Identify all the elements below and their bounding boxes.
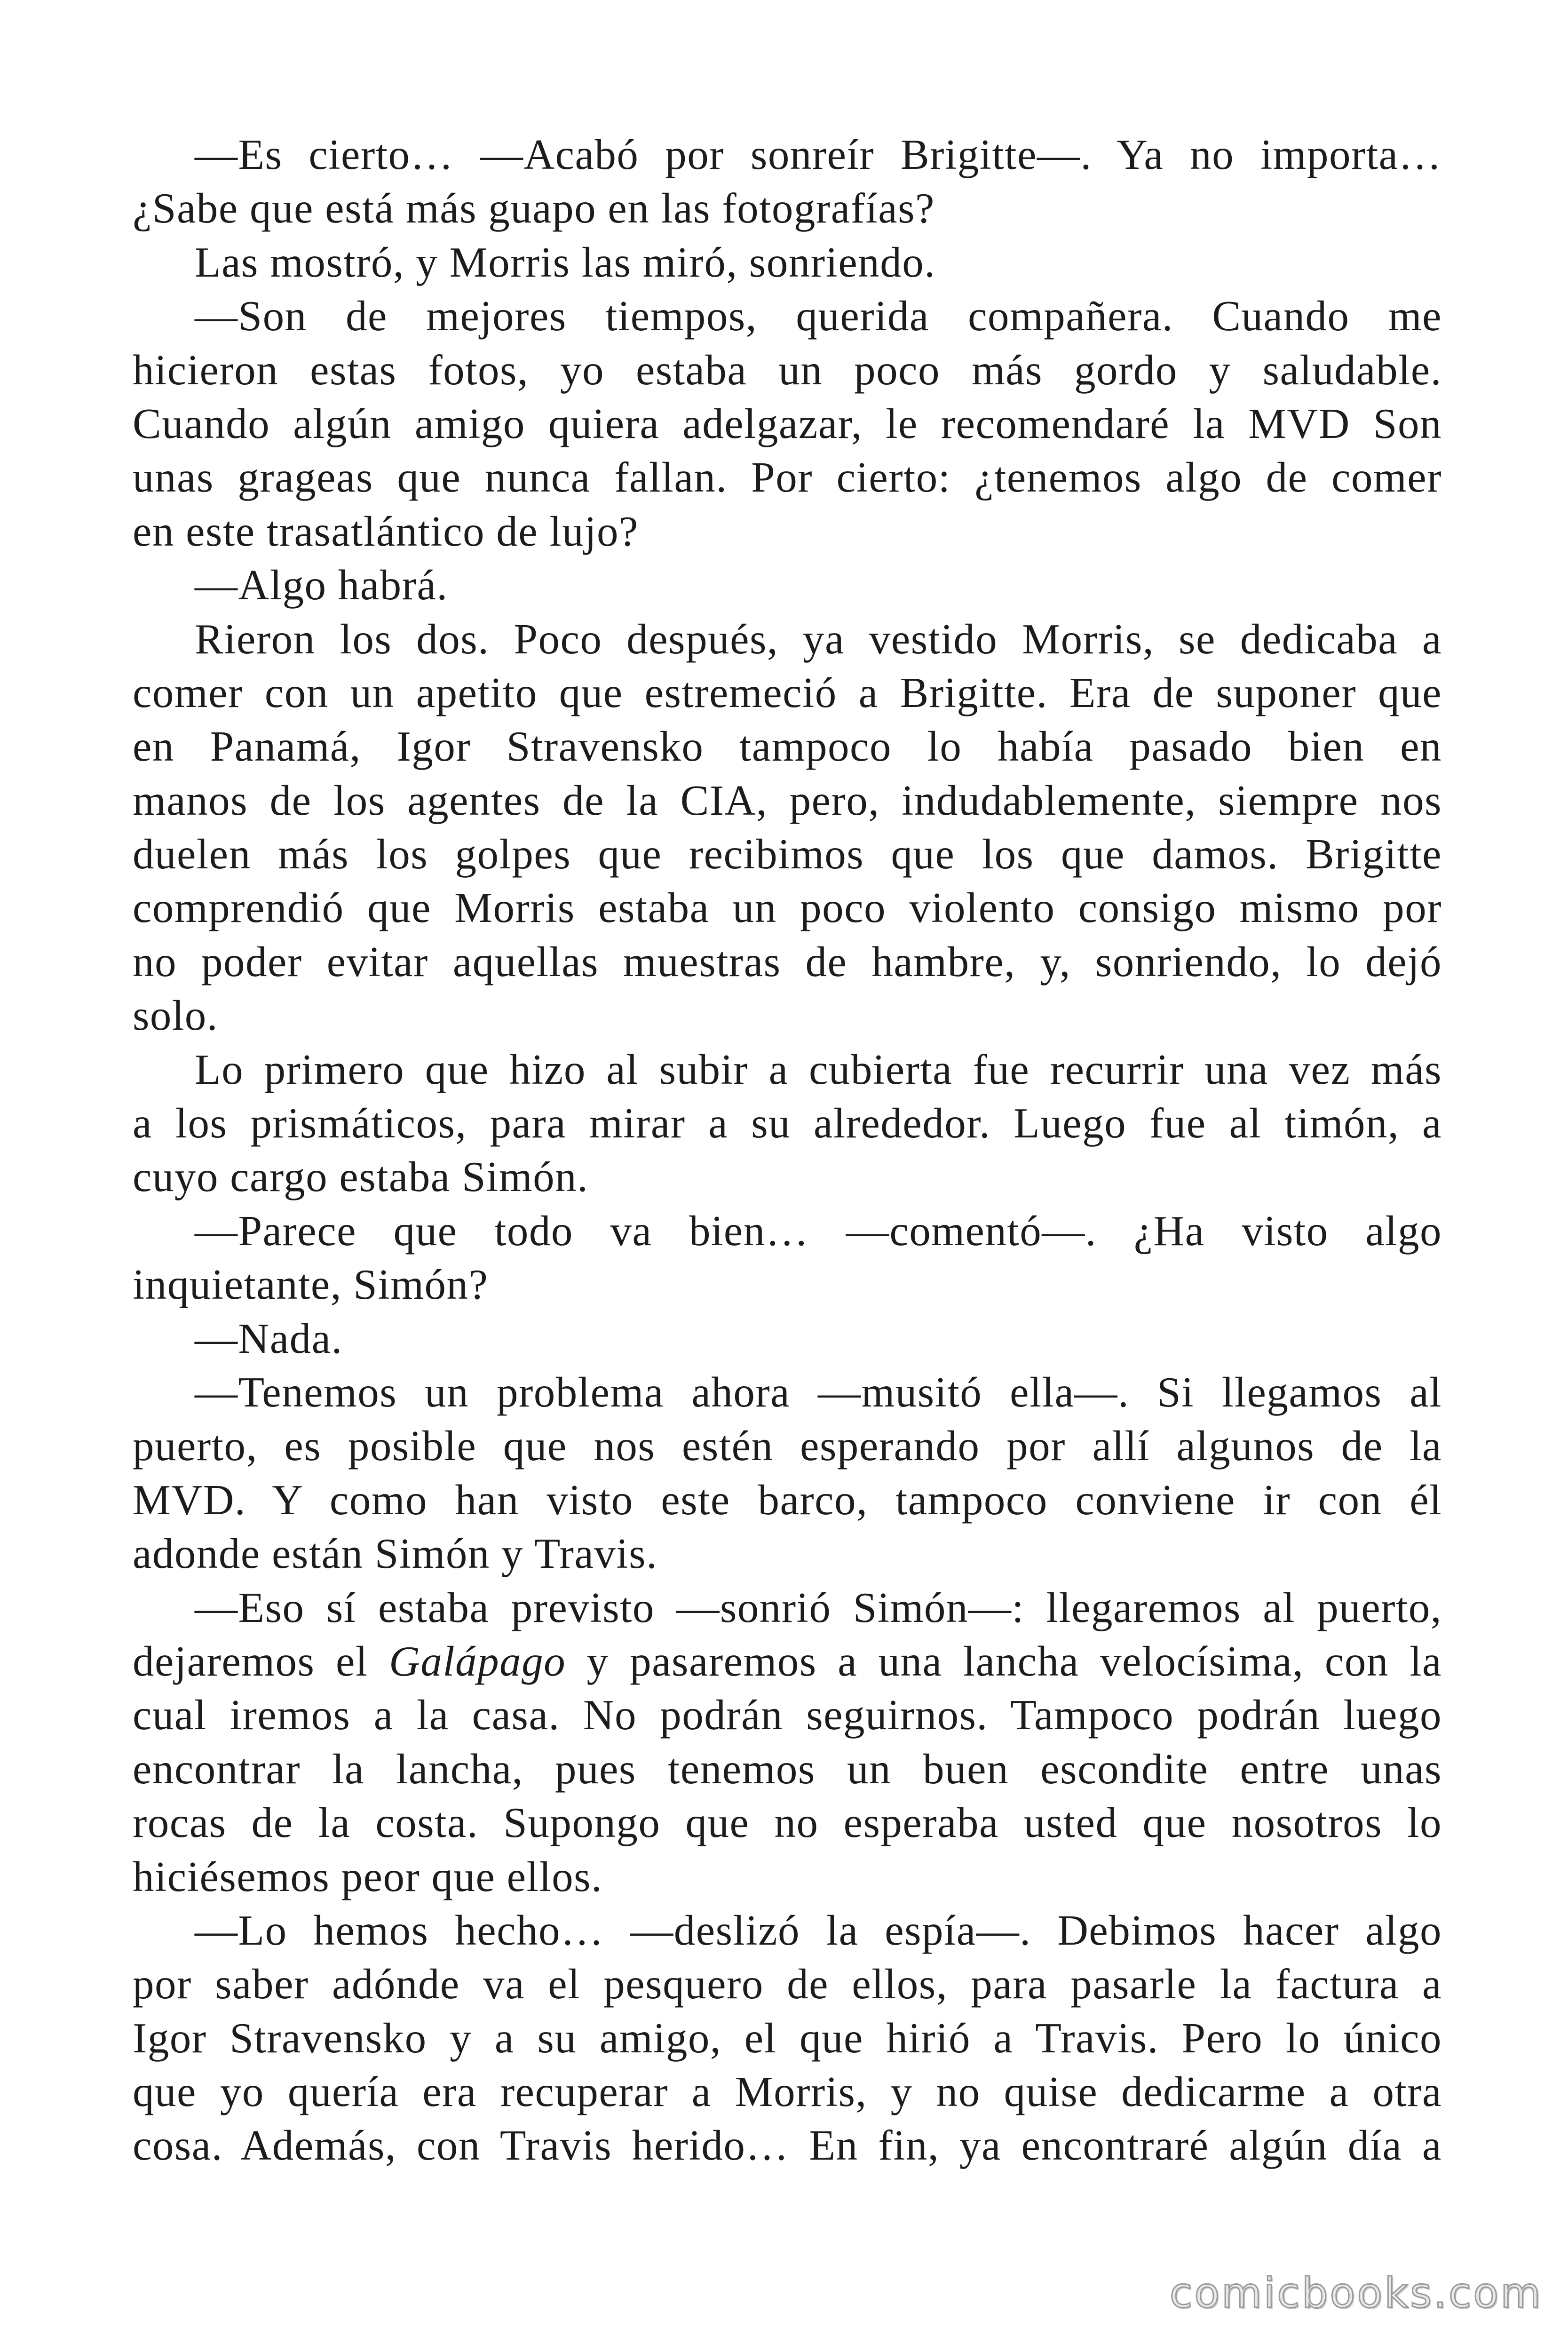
- text-line: unas grageas que nunca fallan. Por cierto: ¿tenemos algo de comer: [133, 453, 1442, 501]
- text-line: encontrar la lancha, pues tenemos un buen escondite entre unas: [133, 1745, 1442, 1793]
- text-line: duelen más los golpes que recibimos que los que damos. Brigitte: [133, 830, 1442, 878]
- paragraph: [133, 289, 1442, 558]
- body-text: [133, 128, 1442, 2173]
- paragraph: [133, 1904, 1442, 2173]
- text-line: manos de los agentes de la CIA, pero, indudablemente, siempre nos: [133, 776, 1442, 824]
- text-line: —Nada.: [195, 1314, 343, 1362]
- text-line: a los prismáticos, para mirar a su alrededor. Luego fue al timón, a: [133, 1099, 1442, 1147]
- watermark: comicbooks.com: [1169, 2269, 1543, 2317]
- text-line: no poder evitar aquellas muestras de hambre, y, sonriendo, lo dejó: [133, 938, 1442, 985]
- text-line: cual iremos a la casa. No podrán seguirnos. Tampoco podrán luego: [133, 1691, 1442, 1739]
- text-line: —Tenemos un problema ahora —musitó ella—. Si llegamos al: [195, 1368, 1442, 1416]
- text-line: cuyo cargo estaba Simón.: [133, 1153, 589, 1201]
- paragraph: [133, 1043, 1442, 1204]
- italic-boat-name: Galápago: [389, 1637, 566, 1685]
- text-line: adonde están Simón y Travis.: [133, 1530, 658, 1578]
- paragraph: [133, 128, 1442, 236]
- text-line: por saber adónde va el pesquero de ellos, para pasarle la factura a: [133, 1960, 1442, 2008]
- text-line: comer con un apetito que estremeció a Brigitte. Era de suponer que: [133, 668, 1442, 716]
- text-line: Cuando algún amigo quiera adelgazar, le recomendaré la MVD Son: [133, 399, 1442, 447]
- text-line: Igor Stravensko y a su amigo, el que hirió a Travis. Pero lo único: [133, 2014, 1442, 2062]
- text-line: ¿Sabe que está más guapo en las fotografías?: [133, 184, 935, 232]
- text-segment: dejaremos el: [133, 1637, 389, 1685]
- paragraph: [133, 612, 1442, 1043]
- text-line: —Lo hemos hecho… —deslizó la espía—. Debimos hacer algo: [195, 1906, 1442, 1954]
- text-line: rocas de la costa. Supongo que no esperaba usted que nosotros lo: [133, 1799, 1442, 1847]
- text-line: cosa. Además, con Travis herido… En fin, ya encontraré algún día a: [133, 2122, 1442, 2169]
- text-line: hicieron estas fotos, yo estaba un poco más gordo y saludable.: [133, 346, 1442, 394]
- text-line: [133, 1635, 1442, 1688]
- text-line: —Algo habrá.: [195, 561, 448, 609]
- text-line: Lo primero que hizo al subir a cubierta fue recurrir una vez más: [195, 1045, 1442, 1093]
- paragraph: [133, 1366, 1442, 1581]
- text-line: —Parece que todo va bien… —comentó—. ¿Ha visto algo: [195, 1207, 1442, 1255]
- text-line: solo.: [133, 992, 218, 1040]
- text-line: en este trasatlántico de lujo?: [133, 507, 639, 555]
- paragraph: [133, 558, 1442, 612]
- paragraph: [133, 1204, 1442, 1312]
- text-line: —Es cierto… —Acabó por sonreír Brigitte—. Ya no importa…: [195, 131, 1442, 178]
- text-line: inquietante, Simón?: [133, 1261, 489, 1309]
- text-line: hiciésemos peor que ellos.: [133, 1852, 603, 1900]
- paragraph: [133, 1312, 1442, 1366]
- text-line: MVD. Y como han visto este barco, tampoco conviene ir con él: [133, 1476, 1442, 1524]
- text-segment: y pasaremos a una lancha velocísima, con la: [566, 1637, 1442, 1685]
- paragraph: [133, 236, 1442, 289]
- text-line: —Eso sí estaba previsto —sonrió Simón—: llegaremos al puerto,: [195, 1583, 1442, 1631]
- text-line: comprendió que Morris estaba un poco violento consigo mismo por: [133, 884, 1442, 932]
- text-line: —Son de mejores tiempos, querida compañera. Cuando me: [195, 292, 1442, 340]
- text-line: puerto, es posible que nos estén esperando por allí algunos de la: [133, 1422, 1442, 1470]
- text-line: en Panamá, Igor Stravensko tampoco lo había pasado bien en: [133, 723, 1442, 771]
- text-line: que yo quería era recuperar a Morris, y no quise dedicarme a otra: [133, 2068, 1442, 2116]
- text-line: Rieron los dos. Poco después, ya vestido Morris, se dedicaba a: [195, 615, 1442, 663]
- paragraph: [133, 1581, 1442, 1904]
- text-line: Las mostró, y Morris las miró, sonriendo.: [195, 238, 936, 286]
